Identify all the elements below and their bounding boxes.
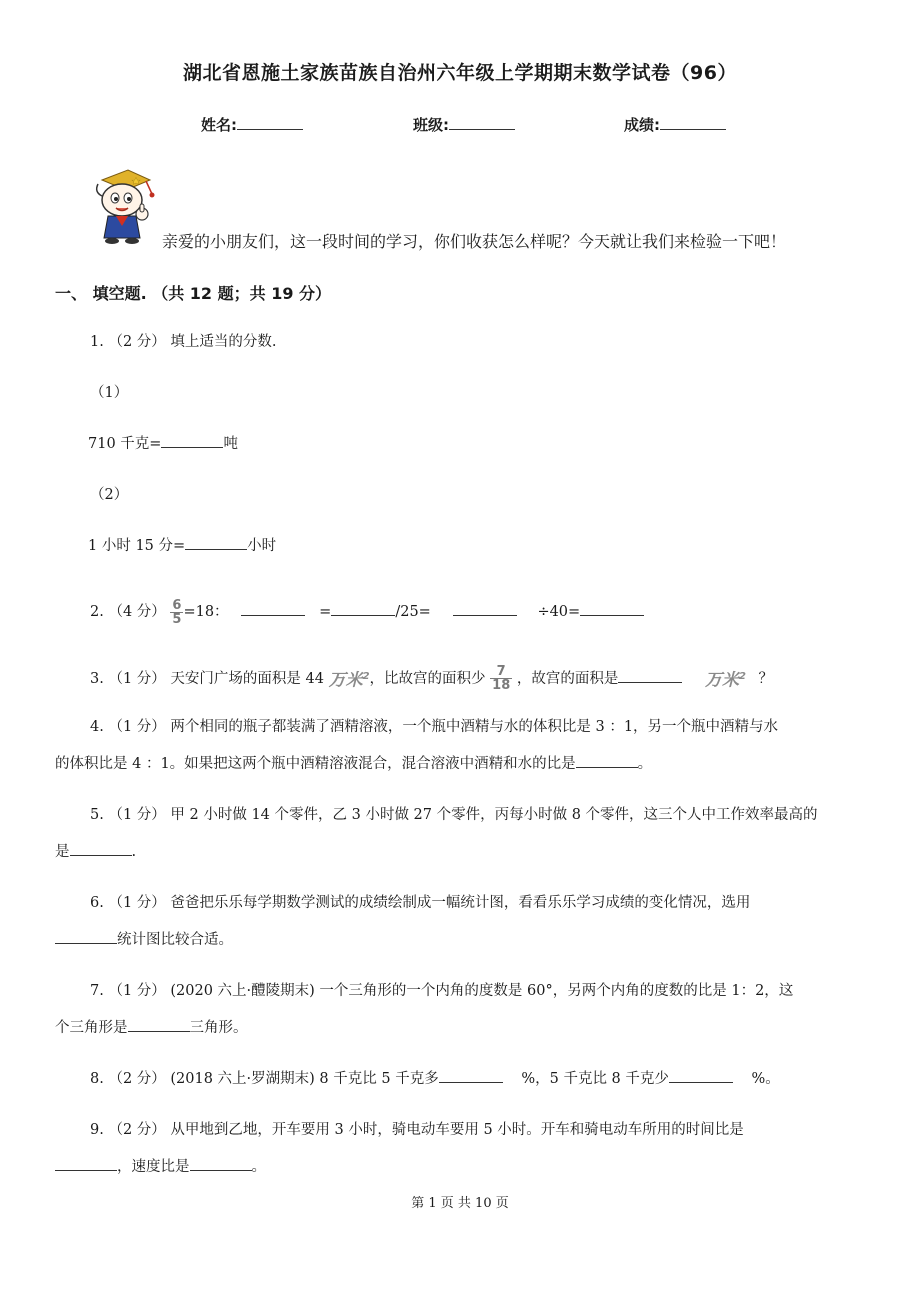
answer-blank[interactable] [580, 601, 644, 617]
answer-blank[interactable] [331, 601, 395, 617]
class-blank[interactable] [449, 114, 515, 130]
q6-line2b: 统计图比较合适。 [117, 932, 233, 948]
question-5 [55, 797, 867, 871]
unit-exponent: 2 [738, 671, 746, 682]
question-7 [55, 973, 867, 1047]
q7-line2a: 个三角形是 [55, 1020, 128, 1036]
q4-line2b: 。 [637, 756, 653, 772]
q8-text-a: 8. （2 分） (2018 六上·罗湖期末) 8 千克比 5 千克多 [90, 1071, 439, 1087]
q6-line2 [55, 922, 867, 959]
q9-line2 [55, 1149, 867, 1186]
q7-line2b: 三角形。 [189, 1020, 248, 1036]
answer-blank[interactable] [190, 1156, 252, 1172]
q3-text-c: ，故宫的面积是 [516, 670, 619, 687]
q5-line2a: 是 [55, 844, 70, 860]
question-9 [55, 1112, 867, 1186]
q9-line1: 9. （2 分） 从甲地到乙地，开车要用 3 小时，骑电动车要用 5 小时。开车和骑电动车所用的时间比是 [90, 1122, 744, 1138]
q8-text-b: %，5 千克比 8 千克少 [521, 1071, 669, 1087]
section-heading: 一、 填空题. （共 12 题；共 19 分） [55, 284, 332, 303]
q6-line1: 6. （1 分） 爸爸把乐乐每学期数学测试的成绩绘制成一幅统计图，看看乐乐学习成绩的变化情况，选用 [90, 895, 751, 911]
q2-text-d: ÷40= [537, 604, 581, 620]
fraction-numerator: 7 [490, 665, 512, 679]
q2-text-c: /25= [395, 604, 431, 620]
fraction-denominator: 18 [492, 678, 511, 694]
class-label: 班级: [413, 116, 449, 134]
q3-text-d: ？ [758, 670, 774, 687]
unit-exponent: 2 [362, 671, 370, 682]
q1-sub2-text-b: 小时 [247, 538, 277, 554]
name-field [201, 114, 303, 135]
answer-blank[interactable] [439, 1068, 503, 1084]
question-points: （4 分） [108, 604, 166, 620]
q1-sub2 [88, 528, 276, 565]
fraction-numerator: 6 [172, 597, 182, 613]
question-6 [55, 885, 867, 959]
mascot-doctor-icon [88, 166, 164, 246]
name-blank[interactable] [237, 114, 303, 130]
answer-blank[interactable] [70, 841, 132, 857]
fraction-image [170, 599, 183, 626]
q2-text-b: = [319, 604, 332, 620]
answer-blank[interactable] [185, 535, 247, 551]
q8-text-c: %。 [751, 1071, 780, 1087]
question-3 [90, 658, 773, 700]
answer-blank[interactable] [618, 667, 682, 683]
q9-line2c: 。 [251, 1159, 266, 1175]
answer-blank[interactable] [55, 1156, 117, 1172]
question-4 [55, 709, 867, 783]
page-footer: 第 1 页 共 10 页 [411, 1196, 509, 1211]
answer-blank[interactable] [241, 601, 305, 617]
fraction-denominator: 5 [172, 611, 182, 627]
unit-image [329, 658, 370, 700]
q2-text-a: =18： [183, 604, 229, 620]
q5-line2 [55, 834, 867, 871]
question-2 [90, 594, 644, 631]
q7-line2 [55, 1010, 867, 1047]
q1-sub2-text-a: 1 小时 15 分= [88, 538, 186, 554]
q1-sub1-text-b: 吨 [223, 436, 238, 452]
question-points: （1 分） [108, 670, 166, 687]
answer-blank[interactable] [453, 601, 517, 617]
unit-text: 万米 [328, 670, 363, 691]
answer-blank[interactable] [669, 1068, 733, 1084]
score-blank[interactable] [660, 114, 726, 130]
unit-text: 万米 [704, 670, 739, 691]
question-text: 填上适当的分数. [170, 334, 277, 350]
unit-image [705, 658, 746, 700]
answer-blank[interactable] [161, 433, 223, 449]
q9-line2b: ，速度比是 [117, 1159, 190, 1175]
q4-line2 [55, 746, 867, 783]
q1-sub1-text-a: 710 千克= [88, 436, 162, 452]
page-title: 湖北省恩施土家族苗族自治州六年级上学期期末数学试卷（96） [183, 62, 737, 84]
question-number: 1. [90, 334, 104, 350]
answer-blank[interactable] [55, 929, 117, 945]
answer-blank[interactable] [576, 753, 638, 769]
q1-sub2-label: （2） [90, 487, 129, 503]
q3-text-b: ，比故宫的面积少 [369, 670, 486, 687]
q5-line1: 5. （1 分） 甲 2 小时做 14 个零件，乙 3 小时做 27 个零件，丙每小时做 8 个零件，这三个人中工作效率最高的 [90, 807, 818, 823]
fraction-image [490, 665, 512, 692]
q4-line2a: 的体积比是 4 ：1。如果把这两个瓶中酒精溶液混合，混合溶液中酒精和水的比是 [55, 756, 576, 772]
q1-sub1-label: （1） [90, 385, 129, 401]
question-number: 2. [90, 604, 104, 620]
question-number: 3. [90, 670, 104, 687]
question-points: （2 分） [108, 334, 166, 350]
question-1 [90, 324, 277, 361]
score-label: 成绩: [624, 116, 660, 134]
q7-line1: 7. （1 分） (2020 六上·醴陵期末) 一个三角形的一个内角的度数是 60°，另两个内角的度数的比是 1：2，这 [90, 983, 794, 999]
q3-text-a: 天安门广场的面积是 44 [170, 670, 324, 687]
question-8 [90, 1061, 780, 1098]
q1-sub1 [88, 426, 238, 463]
score-field [624, 114, 726, 135]
answer-blank[interactable] [128, 1017, 190, 1033]
q4-line1: 4. （1 分） 两个相同的瓶子都装满了酒精溶液，一个瓶中酒精与水的体积比是 3 ：1，另一个瓶中酒精与水 [90, 719, 779, 735]
q5-line2b: . [131, 844, 137, 860]
greeting-text: 亲爱的小朋友们，这一段时间的学习，你们收获怎么样呢？今天就让我们来检验一下吧！ [162, 232, 787, 251]
class-field [413, 114, 515, 135]
name-label: 姓名: [201, 116, 237, 134]
